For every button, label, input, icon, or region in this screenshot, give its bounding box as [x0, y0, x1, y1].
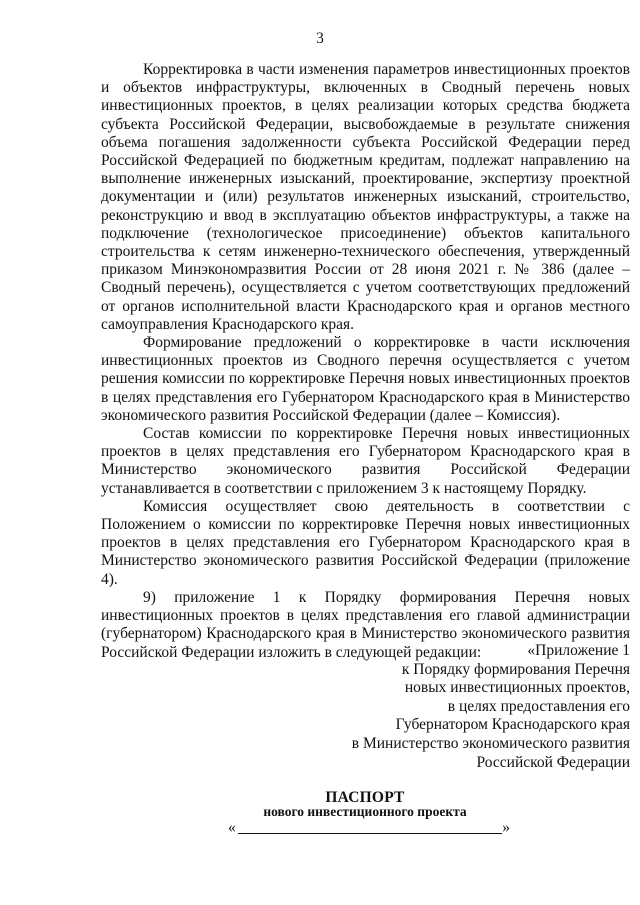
appendix-line: новых инвестиционных проектов,: [404, 679, 630, 697]
paragraph: Комиссия осуществляет свою деятельность в соответствии с Положением о комиссии по корректировке Перечня новых инвестиционных проектов в целях представления его Губернатором Краснодарского края в Министерство экономического развития Российской Федерации (приложение 4).: [101, 497, 630, 588]
appendix-line: «Приложение 1: [527, 642, 630, 659]
body-text: [101, 61, 630, 662]
appendix-line: в Министерство экономического развития: [351, 734, 630, 752]
appendix-line: в целях предоставления его: [447, 697, 630, 715]
page-number: 3: [316, 30, 324, 47]
appendix-line: Губернатором Краснодарского края: [395, 716, 630, 734]
paragraph: Корректировка в части изменения параметров инвестиционных проектов и объектов инфраструктуры, включенных в Сводный перечень новых инвестиционных проектов, в целях реализации которых средства бюджета субъекта Российской Федерации, высвобождаемые в результате снижения объема погашения задолженности субъекта Российской Федерации перед Российской Федерацией по бюджетным кредитам, подлежат направлению на выполнение инженерных изысканий, проектирование, экспертизу проектной документации и (или) результатов инженерных изысканий, строительство, реконструкцию и ввод в эксплуатацию объектов инфраструктуры, а также на подключение (технологическое присоединение) объектов капитального строительства к сетям инженерно-технического обеспечения, утвержденный приказом Минэкономразвития России от 28 июня 2021 г. № 386 (далее – Сводный перечень), осуществляется с учетом соответствующих предложений от органов исполнительной власти Краснодарского края и органов местного самоуправления Краснодарского края.: [101, 61, 630, 333]
paragraph: Формирование предложений о корректировке в части исключения инвестиционных проектов из Сводного перечня осуществляется с учетом решения комиссии по корректировке Перечня новых инвестиционных проектов в целях представления его Губернатором Краснодарского края в Министерство экономического развития Российской Федерации (далее – Комиссия).: [101, 334, 630, 424]
appendix-line: Российской Федерации: [476, 753, 630, 771]
close-quote: »: [502, 819, 510, 836]
passport-title: ПАСПОРТ: [325, 789, 405, 806]
passport-subtitle: нового инвестиционного проекта: [263, 804, 467, 819]
fill-in-underline: [238, 833, 502, 834]
appendix-line: к Порядку формирования Перечня: [401, 660, 630, 678]
project-name-blank: [228, 819, 518, 839]
open-quote: «: [228, 819, 236, 836]
paragraph: Состав комиссии по корректировке Перечня новых инвестиционных проектов в целях представления его Губернатором Краснодарского края в Министерство экономического развития Российской Федерации устанавливается в соответствии с приложением 3 к настоящему Порядку.: [101, 425, 630, 497]
appendix-header: [300, 642, 630, 772]
paragraph: 9) приложение 1 к Порядку формирования Перечня новых инвестиционных проектов в целях представления его главой администрации (губернатором) Краснодарского края в Министерство экономического развития Российской Федерации изложить в следующей редакции:: [101, 588, 630, 661]
